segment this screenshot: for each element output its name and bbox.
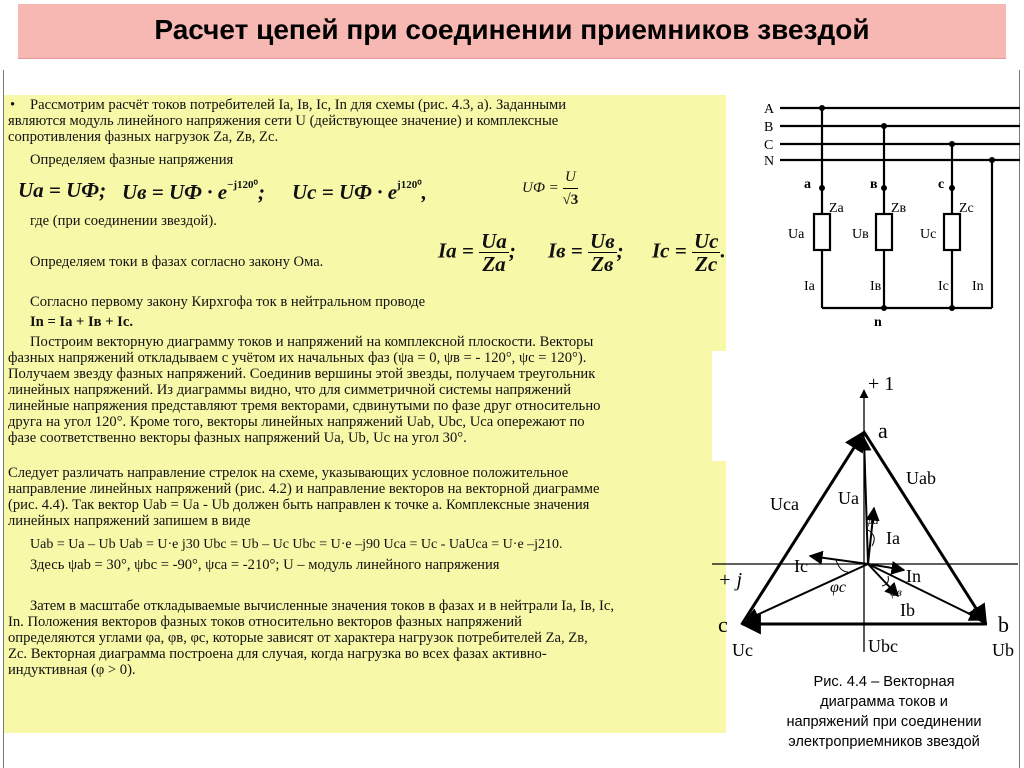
page-title: Расчет цепей при соединении приемников звездой bbox=[154, 14, 870, 45]
vector-ua-label: Ua bbox=[838, 488, 859, 508]
formula-uphi-den: √3 bbox=[562, 192, 579, 208]
vector-ib-label: Ib bbox=[900, 600, 915, 620]
vector-uab-label: Uab bbox=[906, 468, 936, 488]
vertex-a-label: a bbox=[878, 418, 888, 443]
scale-line-5: индуктивная (φ > 0). bbox=[8, 662, 136, 678]
scale-line-3: определяются углами φa, φв, φc, которые зависят от характера нагрузок потребителей Za, Zв, bbox=[8, 630, 588, 646]
impedance-label-b: Zв bbox=[891, 201, 907, 216]
bullet: • bbox=[10, 97, 16, 113]
kirchhoff-label: Согласно первому закону Кирхгофа ток в нейтральном проводе bbox=[30, 294, 426, 310]
vector-ub-label: Ub bbox=[992, 640, 1014, 660]
formula-ua: Ua = UФ; bbox=[18, 178, 107, 202]
line-voltage-equations: Uab = Ua – Ub Uab = U·e j30 Ubc = Ub – Uc Ubc = U·e –j90 Uca = Uc - UaUca = U·e –j210. bbox=[30, 537, 563, 552]
node-label-b: в bbox=[870, 177, 878, 192]
formula-ub-base: Uв = UФ · e bbox=[122, 180, 228, 204]
vector-line-6: друга на угол 120°. Кроме того, векторы линейных напряжений Uab, Ubc, Uca опережают по bbox=[8, 414, 585, 430]
formula-uphi bbox=[522, 166, 578, 211]
impedance-label-c: Zc bbox=[959, 201, 974, 216]
caption-line-2: диаграмма токов и bbox=[820, 694, 948, 710]
vector-line-4: линейных напряжений. Из диаграммы видно, что для симметричной системы напряжений bbox=[8, 382, 571, 398]
node-label-a: a bbox=[804, 177, 811, 192]
vector-line-1: Построим векторную диаграмму токов и напряжений на комплексной плоскости. Векторы bbox=[30, 334, 594, 350]
angle-phi-c-label: φc bbox=[830, 579, 846, 596]
voltage-label-b: Uв bbox=[852, 227, 869, 242]
line-label-b: B bbox=[764, 120, 774, 135]
scale-line-1: Затем в масштабе откладываемые вычисленные значения токов в фазах и в нейтрали Ia, Iв, Ic, bbox=[30, 598, 614, 614]
current-label-b: Iв bbox=[870, 279, 882, 294]
axis-imag-label: + j bbox=[718, 569, 743, 591]
direction-line-1: Следует различать направление стрелок на схеме, указывающих условное положительное bbox=[8, 465, 569, 481]
direction-line-3: (рис. 4.4). Так вектор Uab = Ua - Ub должен быть направлен к точке а. Комплексные значения bbox=[8, 497, 590, 513]
formula-ub-exp: −j120⁰ bbox=[227, 179, 258, 191]
angle-phi-a-label: φa bbox=[866, 513, 879, 527]
formula-ia: Ia = $\frac{Ua}{Za}$ ; bbox=[438, 229, 516, 276]
formula-uphi-num: U bbox=[563, 166, 579, 189]
vector-line-7: фазе соответственно векторы фазных напряжений Ua, Ub, Uc на угол 30°. bbox=[8, 430, 467, 446]
vector-line-3: Получаем звезду фазных напряжений. Соединив вершины этой звезды, получаем треугольник bbox=[8, 366, 596, 382]
vertex-c-label: c bbox=[718, 612, 728, 637]
voltage-label-a: Ua bbox=[788, 227, 805, 242]
scale-line-2: In. Положения векторов фазных токов относительно векторов фазных напряжений bbox=[8, 614, 522, 630]
current-label-c: Ic bbox=[938, 279, 949, 294]
vector-in-label: In bbox=[906, 566, 921, 586]
line-label-a: A bbox=[764, 102, 775, 117]
formula-ia-num: Ua bbox=[481, 229, 507, 253]
direction-line-2: направление линейных напряжений (рис. 4.2) и направление векторов на векторной диаграмме bbox=[8, 481, 600, 497]
where-label: где (при соединении звездой). bbox=[30, 213, 217, 229]
intro-line-1: Рассмотрим расчёт токов потребителей Ia, Iв, Ic, In для схемы (рис. 4.3, а). Заданными bbox=[30, 97, 567, 113]
formula-ic-num: Uc bbox=[693, 229, 719, 253]
vector-ubc-label: Ubc bbox=[868, 636, 898, 656]
vector-line-5: линейные напряжения представляют тремя векторами, сдвинутыми по фазе друг относительно bbox=[8, 398, 601, 414]
formula-ic-lhs: Ic = bbox=[652, 238, 687, 263]
line-label-c: C bbox=[764, 138, 774, 153]
formula-ia-lhs: Ia = bbox=[438, 238, 474, 263]
figure-caption bbox=[752, 672, 1016, 752]
vector-uc-label: Uc bbox=[732, 640, 753, 660]
intro-line-3: сопротивления фазных нагрузок Za, Zв, Zc. bbox=[8, 129, 279, 145]
ohm-label: Определяем токи в фазах согласно закону Ома. bbox=[30, 254, 324, 270]
vector-diagram bbox=[712, 360, 1018, 665]
current-label-n: In bbox=[972, 279, 984, 294]
formula-uc: Uc = UФ · $e^{j120^0}$, bbox=[292, 179, 427, 204]
neutral-current-equation: In = Ia + Iв + Ic. bbox=[30, 314, 133, 330]
neutral-node-label: n bbox=[874, 315, 882, 330]
voltage-label-c: Uc bbox=[920, 227, 937, 242]
phase-voltages-label: Определяем фазные напряжения bbox=[30, 152, 234, 168]
header bbox=[0, 0, 1024, 70]
angle-phi-b-label: φв bbox=[890, 585, 902, 599]
caption-line-4: электроприемников звездой bbox=[788, 734, 980, 750]
title-band bbox=[18, 4, 1006, 59]
formula-ia-den: Za bbox=[482, 252, 506, 276]
formula-ib-den: Zв bbox=[591, 252, 614, 276]
vector-ia-label: Ia bbox=[886, 528, 900, 548]
formula-uphi-lhs: UФ = bbox=[522, 179, 559, 196]
psi-line: Здесь ψab = 30°, ψbc = -90°, ψca = -210°; U – модуль линейного напряжения bbox=[30, 557, 500, 573]
formula-ub: Uв = UФ · $e^{-j120^0}$; bbox=[122, 179, 265, 204]
direction-line-4: линейных напряжений запишем в виде bbox=[8, 513, 251, 529]
formula-ib-lhs: Iв = bbox=[548, 238, 583, 263]
scale-line-4: Zc. Векторная диаграмма построена для случая, когда нагрузка во всех фазах активно- bbox=[8, 646, 547, 662]
vector-ic-label: Ic bbox=[794, 556, 808, 576]
vertex-b-label: b bbox=[998, 612, 1009, 637]
formula-ic-den: Zc bbox=[695, 252, 718, 276]
vector-line-2: фазных напряжений откладываем с учётом их начальных фаз (ψa = 0, ψв = - 120°, ψc = 120°). bbox=[8, 350, 587, 366]
formula-uc-exp: j120⁰ bbox=[397, 179, 422, 191]
impedance-label-a: Za bbox=[829, 201, 844, 216]
intro-line-2: являются модуль линейного напряжения сети U (действующее значение) и комплексные bbox=[8, 113, 559, 129]
formula-ic: Ic = $\frac{Uc}{Zc}$ . bbox=[652, 229, 726, 276]
line-label-n: N bbox=[764, 154, 775, 169]
formula-ib-num: Uв bbox=[590, 229, 615, 253]
caption-line-3: напряжений при соединении bbox=[786, 714, 982, 730]
formula-ib: Iв = $\frac{Uв}{Zв}$ ; bbox=[548, 229, 624, 276]
vector-uca-label: Uca bbox=[770, 494, 799, 514]
caption-line-1: Рис. 4.4 – Векторная bbox=[813, 674, 955, 690]
formula-uc-base: Uc = UФ · e bbox=[292, 180, 398, 204]
current-label-a: Ia bbox=[804, 279, 815, 294]
node-label-c: c bbox=[938, 177, 945, 192]
star-circuit-schematic bbox=[740, 90, 1020, 340]
axis-real-label: + 1 bbox=[868, 373, 895, 395]
